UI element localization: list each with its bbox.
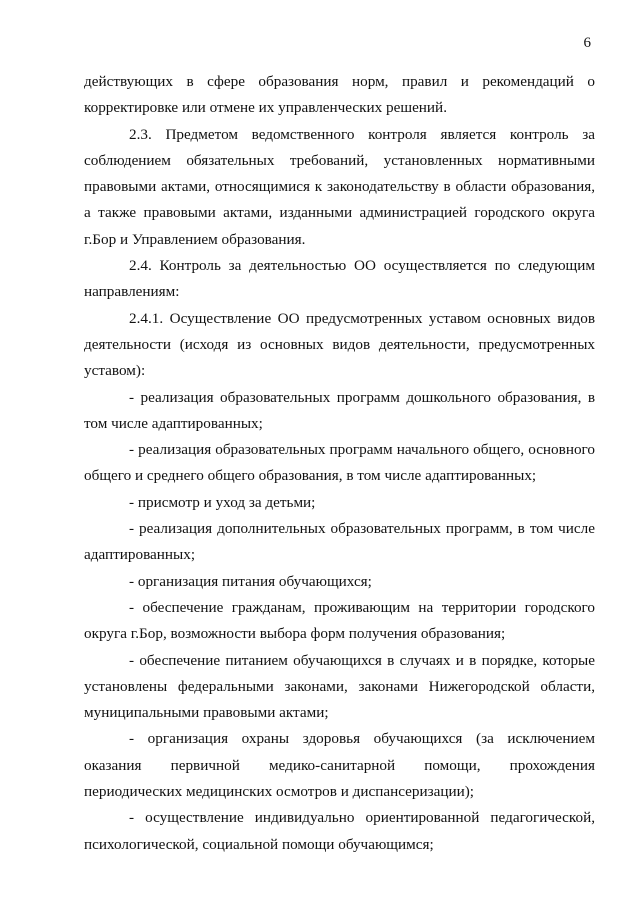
list-item: - осуществление индивидуально ориентированной педагогической, психологической, социальной помощи обучающимся; [84, 809, 595, 853]
document-body [84, 69, 595, 858]
paragraph-2-3: 2.3. Предметом ведомственного контроля является контроль за соблюдением обязательных требований, установленных нормативными правовыми актами, относящимися к законодательству в области образования, а также правовыми актами, изданными администрацией городского округа г.Бор и Управлением образования. [84, 125, 595, 248]
list-item: - обеспечение питанием обучающихся в случаях и в порядке, которые установлены федеральными законами, законами Нижегородской области, муниципальными правовыми актами; [84, 651, 595, 722]
list-item: - организация питания обучающихся; [129, 572, 372, 590]
paragraph-2-4: 2.4. Контроль за деятельностью ОО осуществляется по следующим направлениям: [84, 257, 595, 301]
paragraph-continuation: действующих в сфере образования норм, правил и рекомендаций о корректировке или отмене их управленческих решений. [84, 73, 595, 117]
list-item: - реализация образовательных программ начального общего, основного общего и среднего общего образования, в том числе адаптированных; [84, 441, 595, 485]
list-item: - организация охраны здоровья обучающихся (за исключением оказания первичной медико-санитарной помощи, прохождения периодических медицинских осмотров и диспансеризации); [84, 730, 595, 801]
list-item: - присмотр и уход за детьми; [129, 493, 316, 511]
list-item: - реализация дополнительных образовательных программ, в том числе адаптированных; [84, 520, 595, 564]
list-item: - реализация образовательных программ дошкольного образования, в том числе адаптированных; [84, 388, 595, 432]
paragraph-2-4-1: 2.4.1. Осуществление ОО предусмотренных уставом основных видов деятельности (исходя из основных видов деятельности, предусмотренных уставом): [84, 309, 595, 380]
list-item: - обеспечение гражданам, проживающим на территории городского округа г.Бор, возможности выбора форм получения образования; [84, 598, 595, 643]
page-number: 6 [583, 35, 591, 51]
